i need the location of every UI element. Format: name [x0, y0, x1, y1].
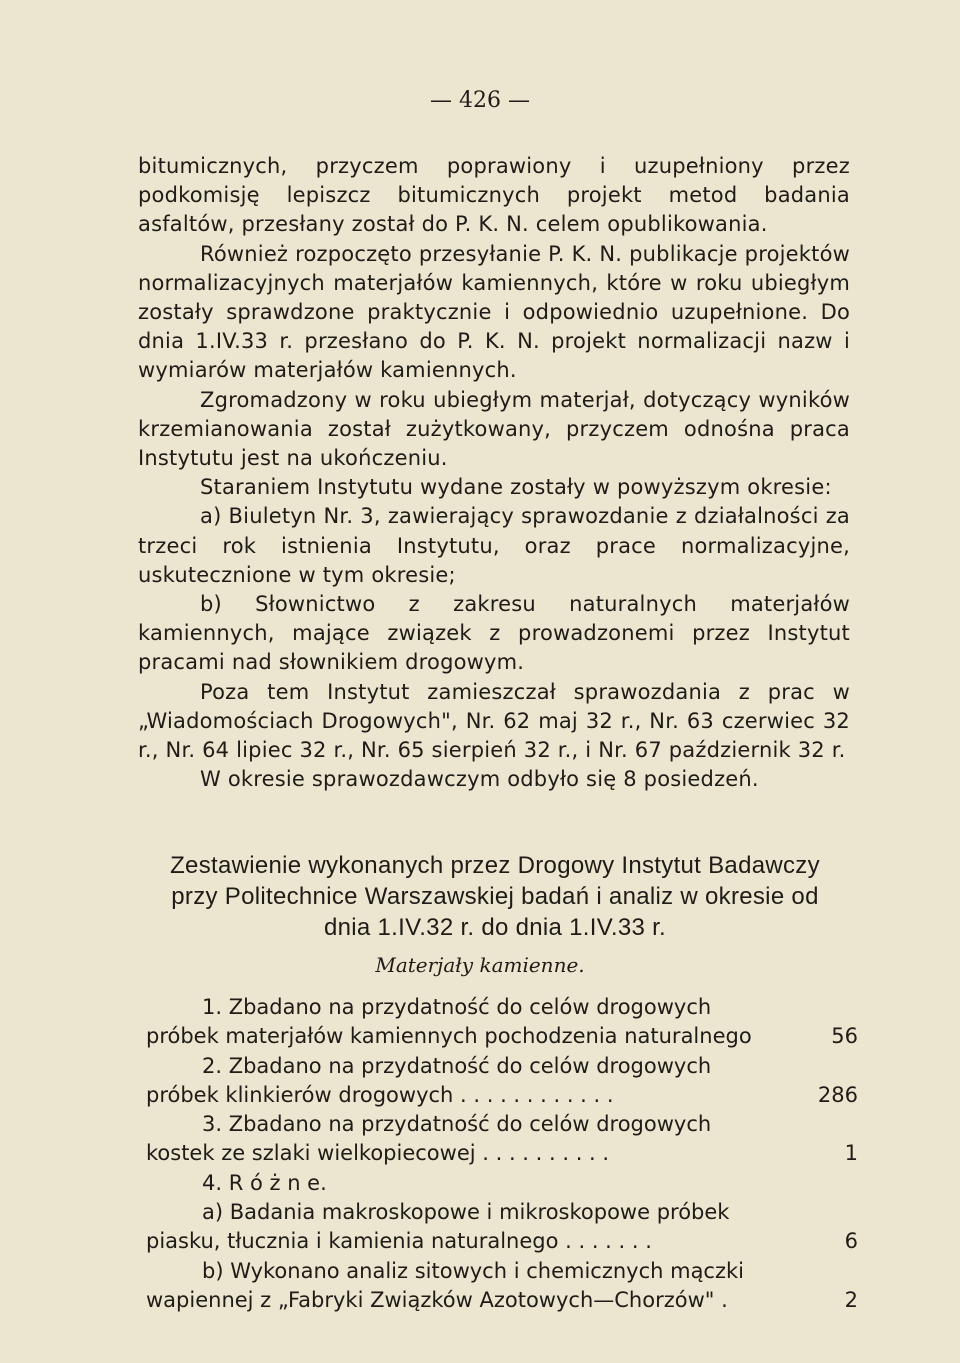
list-item-a: a) Biuletyn Nr. 3, zawierający sprawozdanie z działalności za trzeci rok istnienia Instytutu, oraz prace normalizacyjne, uskutecznione w tym okresie; [138, 504, 850, 587]
paragraph: Zgromadzony w roku ubiegłym materjał, dotyczący wyników krzemianowania został zużytkowany, przyczem odnośna praca Instytutu jest na ukończeniu. [138, 387, 850, 471]
section-title-line: przy Politechnice Warszawskiej badań i analiz w okresie od [171, 883, 819, 910]
item-count: 286 [817, 1082, 858, 1107]
list-item-b: b) Słownictwo z zakresu naturalnych materjałów kamiennych, mające związek z prowadzonemi przez Instytut pracami nad słownikiem drogowym. [138, 592, 850, 675]
page-number: — 426 — [430, 88, 530, 113]
item-count: 6 [844, 1229, 858, 1254]
item-text: piasku, tłucznia i kamienia naturalnego . . . . . . . [146, 1229, 652, 1254]
item-count: 1 [844, 1141, 858, 1166]
summary-list [146, 993, 858, 1315]
item-text: próbek klinkierów drogowych . . . . . . . . . . . . [146, 1082, 614, 1107]
list-item [146, 1257, 858, 1316]
list-item [146, 1198, 858, 1257]
item-text: b) Wykonano analiz sitowych i chemicznych mączki [202, 1258, 745, 1283]
section-title [138, 850, 852, 943]
subheading: Materjały kamienne. [375, 953, 585, 977]
paragraph: bitumicznych, przyczem poprawiony i uzupełniony przez podkomisję lepiszcz bitumicznych projekt metod badania asfaltów, przesłany został do P. K. N. celem opublikowania. [138, 154, 850, 237]
paragraph: Staraniem Instytutu wydane zostały w powyższym okresie: [200, 475, 832, 500]
item-count: 56 [831, 1024, 858, 1049]
list-item [146, 993, 858, 1052]
item-text: a) Badania makroskopowe i mikroskopowe próbek [202, 1200, 730, 1225]
list-item [146, 1110, 858, 1169]
paragraph: Poza tem Instytut zamieszczał sprawozdania z prac w „Wiadomościach Drogowych", Nr. 62 maj 32 r., Nr. 63 czerwiec 32 r., Nr. 64 lipiec 32 r., Nr. 65 sierpień 32 r., i Nr. 67 październik 32 r. [138, 679, 850, 763]
item-text: 1. Zbadano na przydatność do celów drogowych [202, 995, 712, 1019]
item-text: wapiennej z „Fabryki Związków Azotowych—Chorzów" . [146, 1287, 728, 1312]
item-text: 3. Zbadano na przydatność do celów drogowych [202, 1112, 712, 1137]
paragraph: W okresie sprawozdawczym odbyło się 8 posiedzeń. [200, 767, 759, 792]
report-body [138, 152, 850, 794]
paragraph: Również rozpoczęto przesyłanie P. K. N. publikacje projektów normalizacyjnych materjałów kamiennych, które w roku ubiegłym zostały sprawdzone praktycznie i odpowiednio uzupełnione. Do dnia 1.IV.33 r. przesłano do P. K. N. projekt normalizacji nazw i wymiarów materjałów kamiennych. [138, 241, 850, 383]
item-heading: 4. R ó ż n e. [202, 1170, 327, 1195]
item-text: kostek ze szlaki wielkopiecowej . . . . . . . . . . [146, 1141, 610, 1166]
item-count: 2 [844, 1287, 858, 1312]
item-text: próbek materjałów kamiennych pochodzenia naturalnego [146, 1024, 752, 1049]
section-title-line: Zestawienie wykonanych przez Drogowy Instytut Badawczy [170, 852, 820, 879]
item-text: 2. Zbadano na przydatność do celów drogowych [202, 1053, 712, 1078]
section-title-line: dnia 1.IV.32 r. do dnia 1.IV.33 r. [323, 914, 667, 941]
list-item [146, 1052, 858, 1111]
